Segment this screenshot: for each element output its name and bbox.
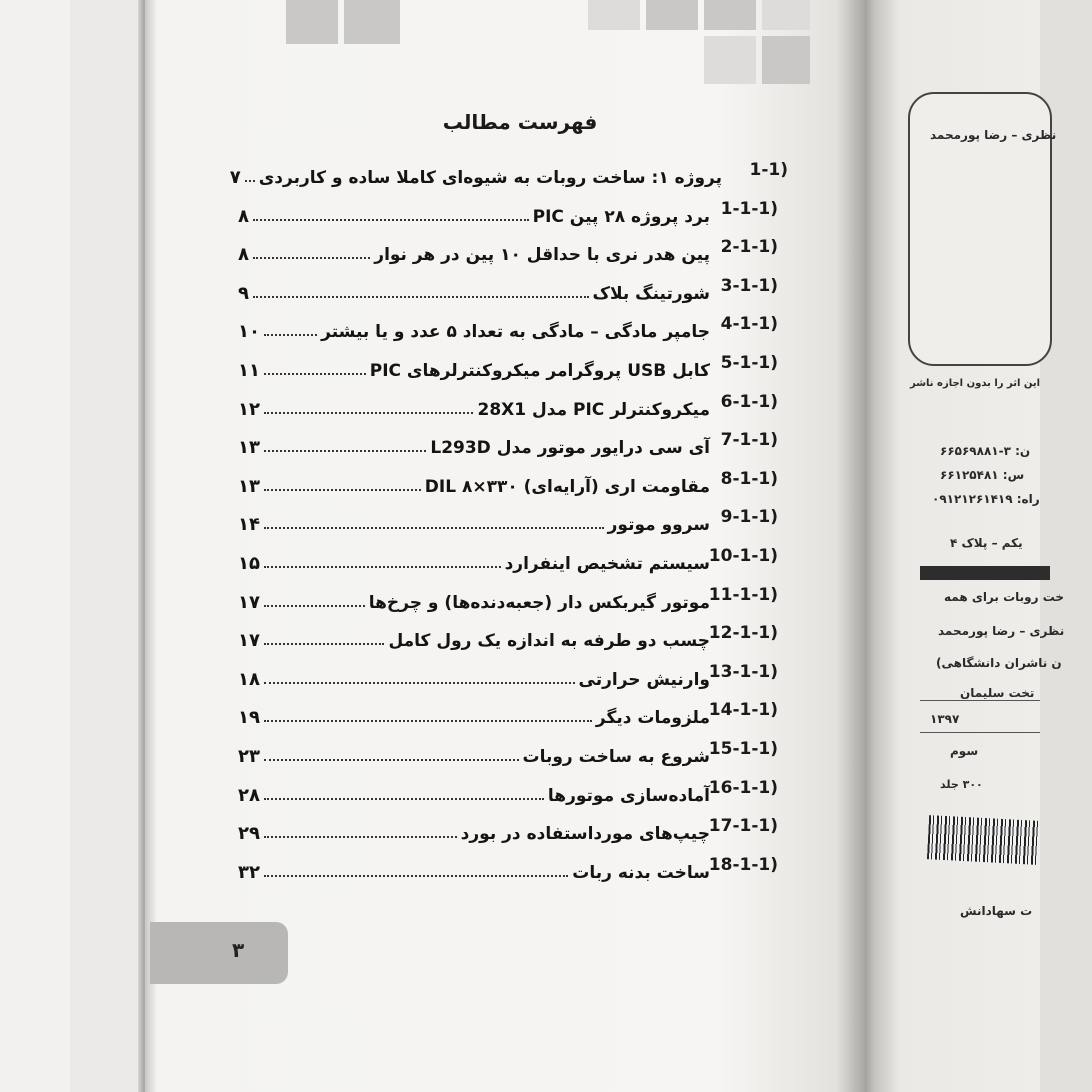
toc-row: [238, 507, 798, 541]
facing-rule-2: [920, 732, 1040, 733]
toc-entry-title: پروژه ۱: ساخت روبات به شیوه‌ای کاملا ساده و کاربردی: [258, 168, 722, 188]
toc-leader-dots: [253, 257, 370, 259]
toc-entry: [238, 237, 710, 265]
toc-entry-title: ملزومات دیگر: [595, 708, 710, 729]
toc-entry-title: مقاومت اری (آرایه‌ای) DIL ۸×۳۳۰: [424, 476, 710, 497]
facing-line-7: خت روبات برای همه: [944, 590, 1065, 604]
toc-entry: [238, 353, 710, 381]
toc-entry: [238, 855, 710, 883]
toc-entry-page: ۲۸: [238, 784, 260, 806]
toc-entry: [238, 430, 710, 458]
toc-entry-number: (1-1: [749, 160, 788, 180]
toc-entry-number: (4-1-1: [720, 314, 778, 335]
toc-entry-title: میکروکنترلر PIC مدل 28X1: [477, 399, 710, 420]
toc-entry-page: ۲۹: [238, 823, 260, 845]
toc-entry-title: سروو موتور: [607, 515, 710, 536]
toc-entry-title: شروع به ساخت روبات: [522, 747, 710, 767]
facing-line-6: یکم – پلاک ۴: [950, 536, 1023, 550]
toc-entry: [238, 816, 710, 844]
toc-entry-title: برد پروژه ۲۸ پین PIC: [532, 206, 710, 227]
toc-entry-number: (8-1-1: [720, 468, 778, 489]
toc-entry-number: (3-1-1: [720, 275, 778, 296]
toc-leader-dots: [253, 219, 529, 221]
toc-row: [238, 199, 798, 233]
facing-line-9: ن ناشران دانشگاهی): [936, 656, 1062, 670]
toc-entry-title: کابل USB پروگرامر میکروکنترلرهای PIC: [369, 361, 710, 381]
toc-entry-title: آماده‌سازی موتورها: [547, 785, 710, 806]
toc-entry-page: ۱۲: [238, 398, 260, 420]
toc-entry-number: (7-1-1: [720, 430, 778, 451]
facing-line-5: راه: ۰۹۱۲۱۲۶۱۴۱۹: [932, 492, 1040, 506]
toc-row: [238, 778, 798, 812]
header-square: [344, 0, 400, 44]
toc-row: [238, 469, 798, 503]
toc-entry-number: (10-1-1: [708, 546, 778, 566]
toc-leader-dots: [264, 720, 592, 722]
toc-leader-dots: [264, 875, 568, 877]
toc-entry: [238, 546, 710, 574]
toc-entry: [238, 314, 710, 342]
toc-leader-dots: [264, 566, 501, 568]
facing-band: [920, 566, 1050, 580]
toc-entry-page: ۱۴: [238, 514, 260, 536]
toc-entry: [238, 392, 710, 420]
toc-leader-dots: [264, 527, 604, 529]
toc-entry: [238, 507, 710, 535]
facing-line-11: ۱۳۹۷: [930, 712, 960, 726]
toc-entry-title: چیپ‌های مورداستفاده در بورد: [460, 824, 710, 845]
toc-entry-page: ۱۷: [238, 630, 260, 652]
toc-entry-title: آی سی درایور موتور مدل L293D: [430, 438, 710, 459]
toc-entry-page: ۱۳: [238, 437, 260, 459]
toc-leader-dots: [264, 334, 317, 336]
toc-entry-number: (11-1-1: [708, 584, 778, 605]
toc-entry: [238, 276, 710, 304]
toc-leader-dots: [264, 605, 365, 607]
header-square: [704, 36, 756, 84]
facing-rule-1: [920, 700, 1040, 701]
toc-entry-page: ۱۱: [238, 360, 260, 381]
toc-entry-page: ۸: [238, 244, 249, 266]
toc-row: [229, 160, 798, 194]
folio-tab: [150, 922, 288, 984]
toc-leader-dots: [264, 643, 384, 645]
toc-entry-title: شورتینگ بلاک: [592, 283, 710, 304]
toc-entry-title: وارنیش حرارتی: [578, 669, 710, 690]
header-square: [588, 0, 640, 30]
toc-entry: [238, 469, 710, 497]
toc-row: [238, 237, 798, 271]
toc-entry: [238, 700, 710, 728]
table-surface-left: [0, 0, 70, 1092]
toc-entry-number: (5-1-1: [720, 353, 778, 373]
barcode: [927, 815, 1039, 865]
toc-entry-page: ۱۰: [238, 321, 260, 343]
toc-entry: [238, 623, 710, 651]
toc-entry-number: (12-1-1: [708, 623, 778, 644]
toc-entry-number: (14-1-1: [708, 700, 778, 721]
facing-line-10: تخت سلیمان: [960, 686, 1035, 700]
toc-leader-dots: [245, 180, 255, 182]
toc-entry-page: ۱۷: [238, 591, 260, 613]
toc-leader-dots: [264, 412, 474, 414]
header-square: [286, 0, 338, 44]
toc-leader-dots: [264, 682, 575, 684]
toc-row: [238, 546, 798, 580]
toc-leader-dots: [253, 296, 589, 298]
header-square: [704, 0, 756, 30]
toc-leader-dots: [264, 373, 366, 375]
toc-entry: [229, 160, 722, 188]
toc-row: [238, 739, 798, 773]
toc-entry-title: ساخت بدنه ربات: [572, 862, 710, 883]
facing-line-3: ن: ۳-۶۶۵۶۹۸۸۱: [940, 444, 1031, 458]
toc-entry-title: پین هدر نری با حداقل ۱۰ پین در هر نوار: [374, 245, 710, 266]
toc-leader-dots: [264, 836, 457, 838]
toc-leader-dots: [264, 798, 544, 800]
toc-entry-title: سیستم تشخیص اینفرارد: [504, 554, 710, 574]
toc-row: [238, 392, 798, 426]
facing-line-4: س: ۶۶۱۲۵۴۸۱: [940, 468, 1025, 482]
header-square: [646, 0, 698, 30]
toc-entry-title: موتور گیربکس دار (جعبه‌دنده‌ها) و چرخ‌ها: [368, 592, 710, 613]
toc-entry-page: ۱۹: [238, 707, 260, 729]
toc-row: [238, 662, 798, 696]
facing-line-14: ت سهادانش: [960, 904, 1033, 918]
toc-entry: [238, 199, 710, 227]
toc-entry-number: (17-1-1: [708, 816, 778, 837]
toc-entry-page: ۷: [229, 167, 241, 188]
toc-entry-page: ۸: [238, 205, 249, 227]
toc-entry-title: چسب دو طرفه به اندازه یک رول کامل: [388, 631, 710, 652]
facing-line-2: این اثر را بدون اجازه ناشر: [910, 378, 1041, 389]
toc-entry-page: ۳۲: [238, 861, 260, 883]
toc-row: [238, 585, 798, 619]
header-square: [762, 36, 810, 84]
facing-line-8: نظری – رضا پورمحمد: [938, 624, 1065, 638]
toc-entry-page: ۱۸: [238, 668, 260, 690]
toc-row: [238, 700, 798, 734]
toc-row: [238, 276, 798, 310]
toc-entry-number: (18-1-1: [708, 854, 778, 875]
toc-entry-page: ۹: [238, 282, 249, 304]
toc-leader-dots: [264, 489, 421, 491]
toc-row: [238, 353, 798, 387]
toc-entry: [238, 585, 710, 613]
toc-entry-number: (2-1-1: [720, 237, 778, 258]
toc-entry-number: (16-1-1: [708, 777, 778, 798]
toc-entry-number: (15-1-1: [708, 739, 778, 759]
facing-line-12: سوم: [950, 744, 979, 758]
toc-row: [238, 816, 798, 850]
toc-entry: [238, 662, 710, 690]
toc-entry-title: جامپر مادگی – مادگی به تعداد ۵ عدد و یا بیشتر: [321, 322, 710, 343]
page-number: ۳: [232, 938, 245, 962]
toc-entry-page: ۱۳: [238, 475, 260, 497]
toc-entry-number: (13-1-1: [708, 661, 778, 682]
facing-line-13: ۳۰۰ جلد: [940, 778, 983, 791]
toc-row: [238, 623, 798, 657]
toc-row: [238, 314, 798, 348]
toc-entry-number: (9-1-1: [720, 507, 778, 528]
toc-entry-page: ۲۳: [238, 746, 260, 767]
toc-entry: [238, 778, 710, 806]
toc-title: فهرست مطالب: [442, 110, 598, 134]
toc-entry-number: (6-1-1: [720, 391, 778, 412]
toc-row: [238, 430, 798, 464]
toc-entry-page: ۱۵: [238, 553, 260, 574]
toc-entry-number: (1-1-1: [720, 198, 778, 219]
toc-entry: [238, 739, 710, 767]
toc-leader-dots: [264, 450, 426, 452]
toc-row: [238, 855, 798, 889]
facing-line-1: نظری – رضا پورمحمد: [930, 128, 1057, 142]
header-square: [762, 0, 810, 30]
toc-leader-dots: [264, 759, 519, 761]
